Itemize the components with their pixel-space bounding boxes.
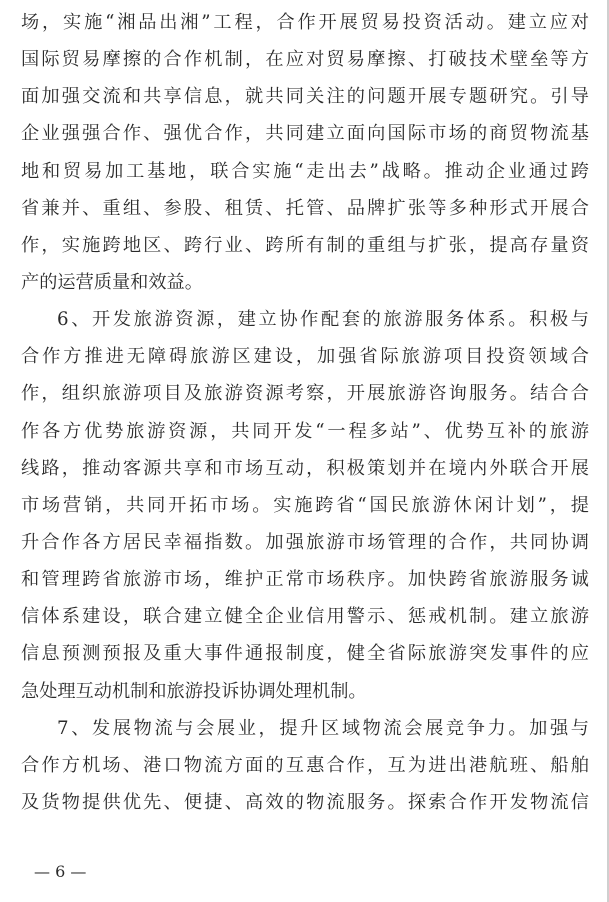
text-line: 市场营销，共同开拓市场。实施跨省“国民旅游休闲计划”，提: [21, 494, 589, 516]
text-line: 7、发展物流与会展业，提升区域物流会展竞争力。加强与: [57, 717, 589, 739]
text-line: 产的运营质量和效益。: [21, 271, 203, 293]
text-line: 地和贸易加工基地，联合实施“走出去”战略。推动企业通过跨: [21, 160, 589, 182]
text-line: 企业强强合作、强优合作，共同建立面向国际市场的商贸物流基: [21, 123, 589, 145]
text-line: 合作方推进无障碍旅游区建设，加强省际旅游项目投资领域合: [21, 346, 589, 368]
text-line: 线路，推动客源共享和市场互动，积极策划并在境内外联合开展: [21, 457, 589, 479]
paragraph: [21, 710, 589, 821]
text-line: 信体系建设，联合建立健全企业信用警示、惩戒机制。建立旅游: [21, 606, 589, 628]
text-line: 信息预测预报及重大事件通报制度，健全省际旅游突发事件的应: [21, 643, 589, 665]
paragraph: [21, 301, 589, 710]
text-line: 国际贸易摩擦的合作机制，在应对贸易摩擦、打破技术壁垒等方: [21, 49, 589, 71]
text-line: 急处理互动机制和旅游投诉协调处理机制。: [21, 680, 367, 702]
text-line: 作，组织旅游项目及旅游资源考察，开展旅游咨询服务。结合合: [21, 383, 589, 405]
text-line: 作，实施跨地区、跨行业、跨所有制的重组与扩张，提高存量资: [21, 234, 589, 256]
text-line: 6、开发旅游资源，建立协作配套的旅游服务体系。积极与: [57, 309, 589, 331]
text-line: 作各方优势旅游资源，共同开发“一程多站”、优势互补的旅游: [21, 420, 589, 442]
text-line: 升合作各方居民幸福指数。加强旅游市场管理的合作，共同协调: [21, 531, 589, 553]
text-line: 及货物提供优先、便捷、高效的物流服务。探索合作开发物流信: [21, 791, 589, 813]
paragraph: [21, 4, 589, 301]
text-line: 和管理跨省旅游市场，维护正常市场秩序。加快跨省旅游服务诚: [21, 569, 589, 591]
text-line: 面加强交流和共享信息，就共同关注的问题开展专题研究。引导: [21, 86, 589, 108]
text-line: 场，实施“湘品出湘”工程，合作开展贸易投资活动。建立应对: [21, 12, 589, 33]
text-line: 省兼并、重组、参股、租赁、托管、品牌扩张等多种形式开展合: [21, 197, 589, 219]
text-line: 合作方机场、港口物流方面的互惠合作，互为进出港航班、船舶: [21, 754, 589, 776]
page-number: — 6 —: [34, 862, 87, 881]
document-body: [21, 4, 589, 821]
